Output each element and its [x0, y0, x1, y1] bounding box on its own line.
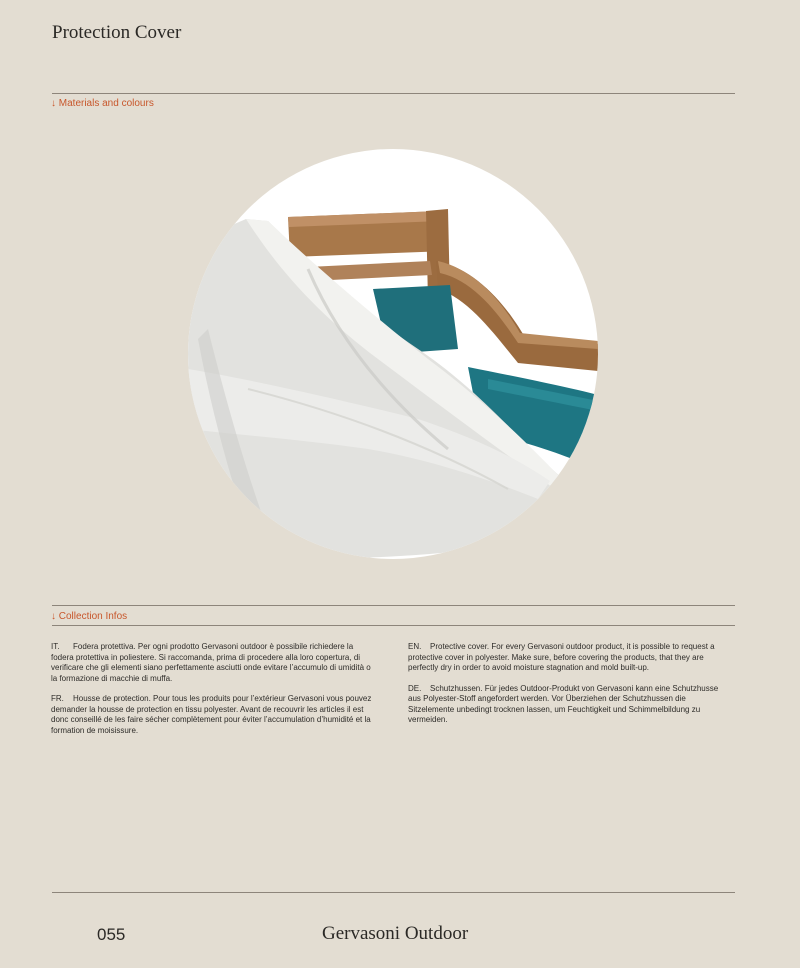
lang-code-de: DE.	[408, 683, 422, 693]
divider-top	[52, 93, 735, 94]
english-paragraph	[408, 642, 733, 674]
german-paragraph	[408, 684, 733, 726]
english-text: Protective cover. For every Gervasoni outdoor product, it is possible to request a protective cover in polyester. Make sure, before covering the products, that they are perfectly dry in order to avoid moisture stagnation and mold built-up.	[408, 642, 715, 672]
divider-footer	[52, 892, 735, 893]
brand-name: Gervasoni Outdoor	[322, 923, 469, 944]
lang-code-fr: FR.	[51, 694, 64, 703]
product-photo	[188, 149, 598, 559]
materials-section-label: ↓ Materials and colours	[51, 98, 154, 109]
page-number: 055	[97, 925, 126, 944]
french-text: Housse de protection. Pour tous les produits pour l’extérieur Gervasoni vous pouvez demander la housse de protection en tissu polyester. Avant de recouvrir les articles il est donc conseillé de les faire sécher complètement pour éviter l’accumulation d’humidité et la formation de moisissure.	[51, 694, 372, 735]
german-text: Schutzhussen. Für jedes Outdoor-Produkt von Gervasoni kann eine Schutzhusse aus Polyester-Stoff angefordert werden. Vor Überziehen der Schutzhussen die Sitzelemente unbedingt trocknen lassen, um Feuchtigkeit und Schimmelbildung zu vermeiden.	[408, 683, 719, 724]
divider-middle	[52, 605, 735, 606]
divider-collection	[52, 625, 735, 626]
italian-text: Fodera protettiva. Per ogni prodotto Gervasoni outdoor è possibile richiedere la fodera protettiva in poliestere. Si raccomanda, prima di procedere alla loro copertura, di verificare che gli elementi siano perfettamente asciutti onde evitare l’accumulo di umidità o la formazione di macchie di muffa.	[51, 642, 371, 683]
text-column-left	[51, 642, 376, 746]
lang-code-en: EN.	[408, 642, 422, 651]
lang-code-it: IT.	[51, 642, 60, 651]
text-column-right	[408, 642, 733, 736]
page-title: Protection Cover	[52, 22, 182, 43]
italian-paragraph	[51, 642, 376, 684]
cover-over-sofa-image	[188, 149, 598, 559]
french-paragraph	[51, 694, 376, 736]
collection-section-label: ↓ Collection Infos	[51, 611, 128, 622]
